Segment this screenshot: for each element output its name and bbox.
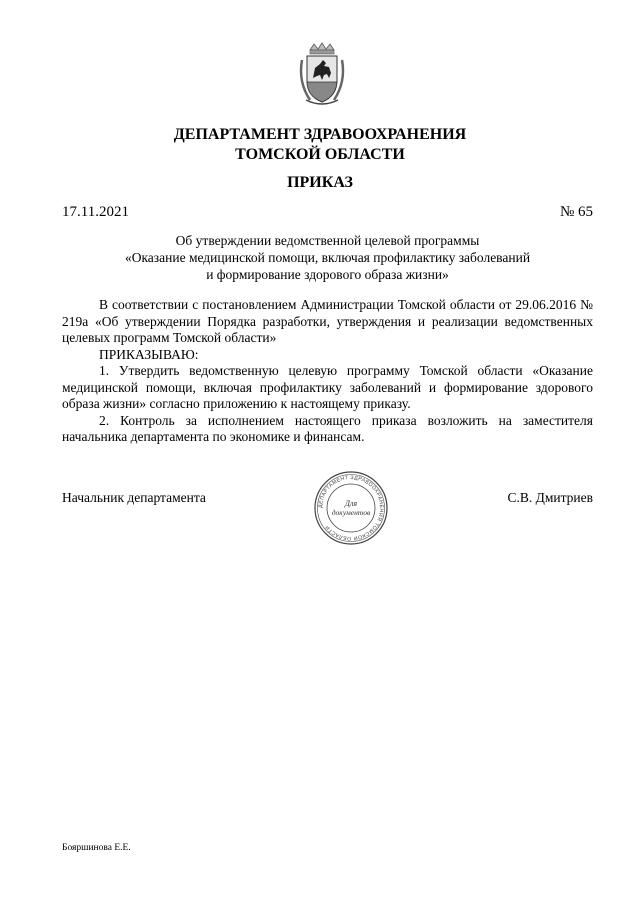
stamp-text-line2: документов bbox=[331, 508, 371, 517]
stamp-ring-text: ДЕПАРТАМЕНТ ЗДРАВООХРАНЕНИЯ ТОМСКОЙ ОБЛАСТИ bbox=[317, 474, 385, 542]
doc-body bbox=[62, 297, 593, 446]
order-item-2: 2. Контроль за исполнением настоящего приказа возложить на заместителя начальника департамента по экономике и финансам. bbox=[62, 412, 593, 444]
doc-number: № 65 bbox=[559, 204, 593, 220]
order-word: ПРИКАЗЫВАЮ: bbox=[99, 346, 199, 362]
signer-position: Начальник департамента bbox=[62, 490, 206, 505]
executor-name: Бояршинова Е.Е. bbox=[62, 843, 131, 853]
subject-line1: Об утверждении ведомственной целевой программы bbox=[175, 233, 480, 248]
subject-line2: «Оказание медицинской помощи, включая профилактику заболеваний bbox=[124, 250, 531, 265]
doc-type-title: ПРИКАЗ bbox=[287, 174, 353, 191]
preamble-paragraph: В соответствии с постановлением Администрации Томской области от 29.06.2016 № 219а «Об утверждении Порядка разработки, утверждения и реализации ведомственных целевых программ Томской области» bbox=[62, 297, 593, 345]
doc-subject bbox=[62, 232, 593, 283]
signer-name: С.В. Дмитриев bbox=[507, 490, 593, 505]
seal-stamp-icon bbox=[313, 470, 389, 546]
department-line1: ДЕПАРТАМЕНТ ЗДРАВООХРАНЕНИЯ bbox=[173, 126, 467, 143]
department-line2: ТОМСКОЙ ОБЛАСТИ bbox=[235, 146, 405, 163]
stamp-text-line1: Для bbox=[344, 499, 358, 508]
department-name bbox=[0, 125, 640, 165]
subject-line3: и формирование здорового образа жизни» bbox=[206, 267, 449, 282]
coat-of-arms-icon bbox=[296, 42, 348, 108]
order-item-1: 1. Утвердить ведомственную целевую программу Томской области «Оказание медицинской помощи, включая профилактику заболеваний и формирование здорового образа жизни» согласно приложению к настоящему приказу. bbox=[62, 363, 593, 411]
doc-date: 17.11.2021 bbox=[62, 204, 129, 220]
